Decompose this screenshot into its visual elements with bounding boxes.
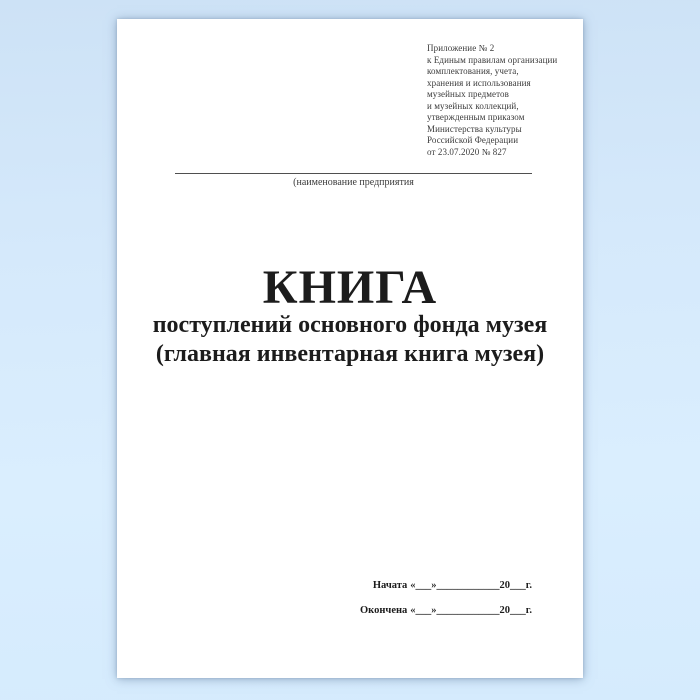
start-date-label: Начата [372,580,408,591]
regulation-note-line: от 23.07.2020 № 827 [427,146,507,157]
regulation-reference-note [427,43,557,158]
regulation-note-line: и музейных коллекций, [427,100,519,111]
regulation-note-line: музейных предметов [427,89,510,99]
regulation-note-line: к Единым правилам организации [427,54,558,65]
organization-name-caption: (наименование предприятия [293,177,414,188]
start-date-row [360,579,532,593]
start-date-blank: «___»____________20___г. [410,580,532,591]
dates-block [360,579,532,618]
regulation-note-line: утвержденным приказом [427,112,525,122]
finish-date-label: Окончена [360,605,408,616]
regulation-note-line: Приложение № 2 [427,43,495,53]
page-subtitle-line-2: (главная инвентарная книга музея) [155,341,545,367]
title-block [117,261,583,370]
page-subtitle-line-1: поступлений основного фонда музея [152,312,548,338]
regulation-note-line: Российской Федерации [427,135,519,145]
finish-date-row [360,604,532,618]
document-cover-page [117,19,583,678]
page-title: КНИГА [262,261,438,314]
finish-date-blank: «___»____________20___г. [410,605,532,616]
regulation-note-line: Министерства культуры [427,123,522,134]
regulation-note-line: комплектования, учета, [427,66,519,76]
organization-name-fill-line [175,173,532,189]
regulation-note-line: хранения и использования [427,77,531,88]
